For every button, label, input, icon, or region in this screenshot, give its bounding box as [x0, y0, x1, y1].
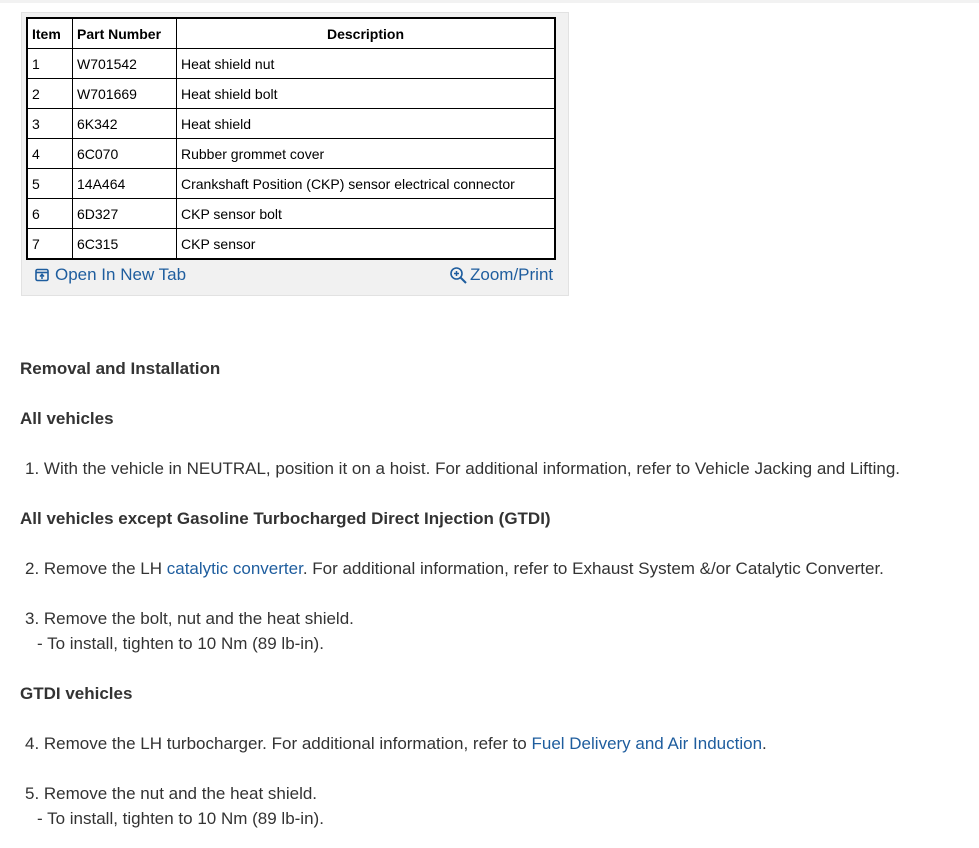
- description-cell: Rubber grommet cover: [177, 139, 556, 169]
- description-cell: Heat shield nut: [177, 49, 556, 79]
- part-number-cell: 6C315: [73, 229, 177, 260]
- parts-table: [26, 17, 556, 260]
- item-cell: 7: [27, 229, 73, 260]
- step-2-text-post: . For additional information, refer to Exhaust System &/or Catalytic Converter.: [302, 559, 884, 578]
- step-3-install-note: - To install, tighten to 10 Nm (89 lb-in).: [37, 634, 324, 653]
- open-new-tab-label: Open In New Tab: [55, 265, 187, 284]
- description-cell: Heat shield: [177, 109, 556, 139]
- step-4-text-post: .: [762, 734, 767, 753]
- table-row: [27, 229, 555, 260]
- step-2: [25, 559, 884, 579]
- step-5: 5. Remove the nut and the heat shield.: [25, 784, 318, 803]
- heading-all-vehicles: All vehicles: [20, 409, 114, 428]
- heading-gtdi-vehicles: GTDI vehicles: [20, 684, 133, 703]
- part-number-cell: 6C070: [73, 139, 177, 169]
- description-cell: CKP sensor: [177, 229, 556, 260]
- top-divider: [0, 0, 979, 3]
- parts-figure: [21, 12, 569, 296]
- part-number-cell: W701669: [73, 79, 177, 109]
- item-cell: 4: [27, 139, 73, 169]
- table-row: [27, 139, 555, 169]
- item-cell: 2: [27, 79, 73, 109]
- open-new-tab-icon: [35, 268, 50, 282]
- step-4: [25, 734, 767, 754]
- table-row: [27, 199, 555, 229]
- item-cell: 6: [27, 199, 73, 229]
- open-new-tab-link[interactable]: [35, 265, 186, 285]
- step-4-text-pre: 4. Remove the LH turbocharger. For additional information, refer to: [25, 734, 532, 753]
- catalytic-converter-link[interactable]: catalytic converter: [166, 559, 303, 578]
- step-3: 3. Remove the bolt, nut and the heat shield.: [25, 609, 354, 628]
- step-2-text-pre: 2. Remove the LH: [25, 559, 167, 578]
- description-cell: Heat shield bolt: [177, 79, 556, 109]
- step-1: 1. With the vehicle in NEUTRAL, position it on a hoist. For additional information, refer to Vehicle Jacking and Lifting.: [25, 459, 901, 478]
- table-row: [27, 169, 555, 199]
- table-row: [27, 49, 555, 79]
- column-header-part-number: Part Number: [73, 18, 177, 49]
- column-header-description: Description: [177, 18, 556, 49]
- part-number-cell: 14A464: [73, 169, 177, 199]
- item-cell: 1: [27, 49, 73, 79]
- part-number-cell: 6D327: [73, 199, 177, 229]
- item-cell: 5: [27, 169, 73, 199]
- heading-except-gtdi: All vehicles except Gasoline Turbocharged Direct Injection (GTDI): [20, 509, 551, 528]
- table-row: [27, 109, 555, 139]
- fuel-delivery-link[interactable]: Fuel Delivery and Air Induction: [531, 734, 763, 753]
- part-number-cell: W701542: [73, 49, 177, 79]
- step-5-install-note: - To install, tighten to 10 Nm (89 lb-in).: [37, 809, 324, 828]
- description-cell: Crankshaft Position (CKP) sensor electrical connector: [177, 169, 556, 199]
- heading-removal-installation: Removal and Installation: [20, 359, 221, 378]
- description-cell: CKP sensor bolt: [177, 199, 556, 229]
- item-cell: 3: [27, 109, 73, 139]
- table-row: [27, 79, 555, 109]
- part-number-cell: 6K342: [73, 109, 177, 139]
- column-header-item: Item: [27, 18, 73, 49]
- table-header-row: [27, 18, 555, 49]
- zoom-print-label: Zoom/Print: [470, 265, 554, 284]
- zoom-print-link[interactable]: [449, 265, 553, 285]
- zoom-in-icon: [449, 266, 468, 285]
